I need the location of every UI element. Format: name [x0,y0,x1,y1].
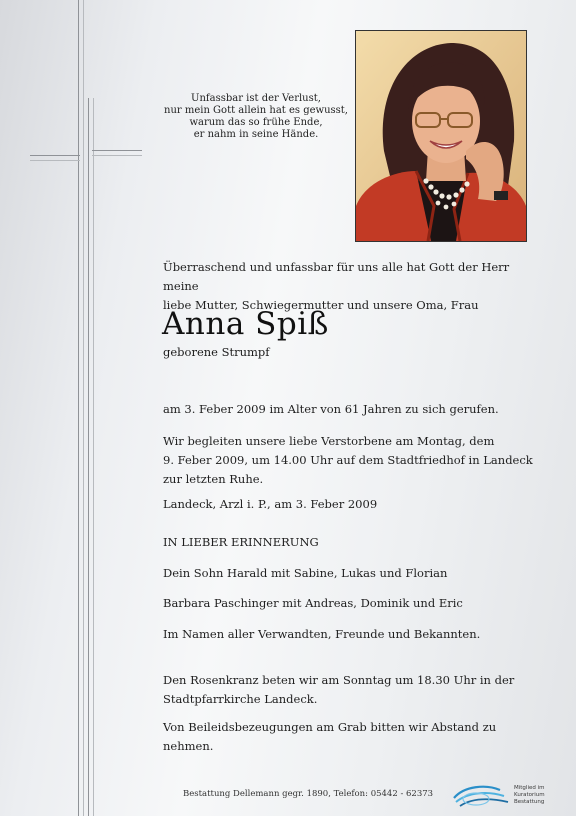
rosary-info [163,671,543,709]
funeral-line: 9. Feber 2009, um 14.00 Uhr auf dem Stadtfriedhof in Landeck [163,453,533,467]
logo-caption-line: Mitglied im [514,785,545,791]
rosary-line: Stadtpfarrkirche Landeck. [163,692,318,706]
deceased-name: Anna Spiß [162,306,329,342]
verse-line: er nahm in seine Hände. [193,129,319,140]
mourner-line: Im Namen aller Verwandten, Freunde und Bekannten. [163,627,481,641]
funeral-info [163,432,543,489]
logo-caption-line: Kuratorium Bestattung [514,792,545,805]
intro-line: Überraschend und unfassbar für uns alle hat Gott der Herr meine [163,260,510,293]
portrait-photo [355,30,527,242]
verse-line: nur mein Gott allein hat es gewusst, [164,105,348,116]
memory-heading: IN LIEBER ERINNERUNG [163,535,319,549]
place-date: Landeck, Arzl i. P., am 3. Feber 2009 [163,497,378,511]
condolence-note [163,718,543,756]
verse-line: warum das so frühe Ende, [189,117,323,128]
condolence-line: Von Beileidsbezeugungen am Grab bitten wir Abstand zu [163,720,497,734]
funeral-home-footer: Bestattung Dellemann gegr. 1890, Telefon: 05442 - 62373 [183,789,434,799]
funeral-line: Wir begleiten unsere liebe Verstorbene am Montag, dem [163,434,495,448]
mourner-line: Barbara Paschinger mit Andreas, Dominik und Eric [163,596,463,610]
verse-line: Unfassbar ist der Verlust, [191,93,321,104]
logo-caption [514,785,576,806]
mourner-line: Dein Sohn Harald mit Sabine, Lukas und Florian [163,566,448,580]
rosary-line: Den Rosenkranz beten wir am Sonntag um 18.30 Uhr in der [163,673,515,687]
death-statement: am 3. Feber 2009 im Alter von 61 Jahren zu sich gerufen. [163,402,499,416]
intro-line: liebe Mutter, Schwiegermutter und unsere Oma, Frau [163,298,479,312]
verse [156,93,356,141]
condolence-line: nehmen. [163,739,214,753]
birth-name: geborene Strumpf [163,345,270,359]
funeral-line: zur letzten Ruhe. [163,472,264,486]
